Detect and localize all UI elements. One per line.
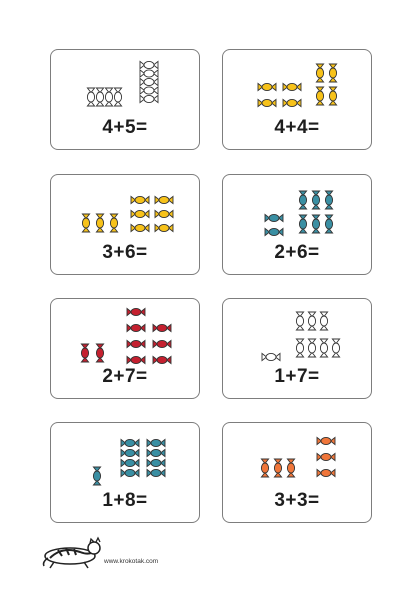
candy-icon bbox=[296, 312, 303, 330]
footer-url: www.krokotak.com bbox=[104, 558, 159, 565]
candy-icon bbox=[140, 61, 158, 68]
candy-icon bbox=[329, 87, 336, 105]
card-5 bbox=[50, 298, 200, 399]
candy-icon bbox=[320, 339, 327, 357]
equation-8: 3+3= bbox=[274, 490, 320, 511]
candy-icon bbox=[147, 469, 165, 476]
candy-icon bbox=[312, 215, 319, 233]
candy-icon bbox=[258, 83, 276, 90]
candy-icon bbox=[140, 95, 158, 102]
candy-icon bbox=[127, 340, 145, 347]
candy-icon bbox=[299, 215, 306, 233]
candy-icon bbox=[81, 344, 88, 362]
candy-icon bbox=[153, 340, 171, 347]
candy-icon bbox=[121, 439, 139, 446]
candy-icon bbox=[316, 87, 323, 105]
candy-icon bbox=[317, 453, 335, 460]
card-8 bbox=[222, 422, 372, 523]
cat-logo-icon bbox=[40, 536, 104, 570]
candy-icon bbox=[121, 449, 139, 456]
candy-icon bbox=[287, 459, 294, 477]
candy-icon bbox=[153, 324, 171, 331]
candy-icon bbox=[131, 224, 149, 231]
candy-icon bbox=[317, 469, 335, 476]
candy-icon bbox=[140, 87, 158, 94]
candy-icon bbox=[82, 214, 89, 232]
candy-icon bbox=[316, 64, 323, 82]
candy-icon bbox=[127, 356, 145, 363]
candy-icon bbox=[140, 70, 158, 77]
candy-icon bbox=[114, 88, 121, 106]
candy-icon bbox=[258, 99, 276, 106]
candy-icon bbox=[332, 339, 339, 357]
candy-icon bbox=[262, 353, 280, 360]
candy-icon bbox=[121, 459, 139, 466]
equation-6: 1+7= bbox=[274, 366, 320, 387]
candy-icon bbox=[127, 308, 145, 315]
candy-icon bbox=[320, 312, 327, 330]
equation-5: 2+7= bbox=[102, 366, 148, 387]
candy-icon bbox=[308, 312, 315, 330]
candy-icon bbox=[155, 210, 173, 217]
card-6 bbox=[222, 298, 372, 399]
equation-3: 3+6= bbox=[102, 242, 148, 263]
candy-icon bbox=[96, 214, 103, 232]
candy-icon bbox=[265, 228, 283, 235]
candy-icon bbox=[296, 339, 303, 357]
candy-icon bbox=[121, 469, 139, 476]
candy-icon bbox=[93, 467, 100, 485]
candy-icon bbox=[283, 99, 301, 106]
candy-icon bbox=[283, 83, 301, 90]
candy-icon bbox=[96, 88, 103, 106]
equation-1: 4+5= bbox=[102, 117, 148, 138]
equation-7: 1+8= bbox=[102, 490, 148, 511]
candy-icon bbox=[131, 196, 149, 203]
card-1 bbox=[50, 49, 200, 150]
candy-icon bbox=[261, 459, 268, 477]
candy-icon bbox=[153, 356, 171, 363]
candy-icon bbox=[155, 196, 173, 203]
candy-icon bbox=[265, 214, 283, 221]
candy-icon bbox=[155, 224, 173, 231]
candy-icon bbox=[105, 88, 112, 106]
candy-icon bbox=[140, 78, 158, 85]
candy-icon bbox=[308, 339, 315, 357]
card-3 bbox=[50, 174, 200, 275]
candy-icon bbox=[147, 459, 165, 466]
equation-4: 2+6= bbox=[274, 242, 320, 263]
equation-2: 4+4= bbox=[274, 117, 320, 138]
candy-icon bbox=[131, 210, 149, 217]
candy-icon bbox=[147, 439, 165, 446]
candy-icon bbox=[147, 449, 165, 456]
candy-icon bbox=[325, 191, 332, 209]
candy-icon bbox=[317, 437, 335, 444]
candy-icon bbox=[87, 88, 94, 106]
candy-icon bbox=[329, 64, 336, 82]
candy-icon bbox=[127, 324, 145, 331]
candy-icon bbox=[274, 459, 281, 477]
card-2 bbox=[222, 49, 372, 150]
candy-icon bbox=[299, 191, 306, 209]
candy-icon bbox=[325, 215, 332, 233]
card-4 bbox=[222, 174, 372, 275]
card-7 bbox=[50, 422, 200, 523]
candy-icon bbox=[110, 214, 117, 232]
candy-icon bbox=[312, 191, 319, 209]
candy-icon bbox=[96, 344, 103, 362]
